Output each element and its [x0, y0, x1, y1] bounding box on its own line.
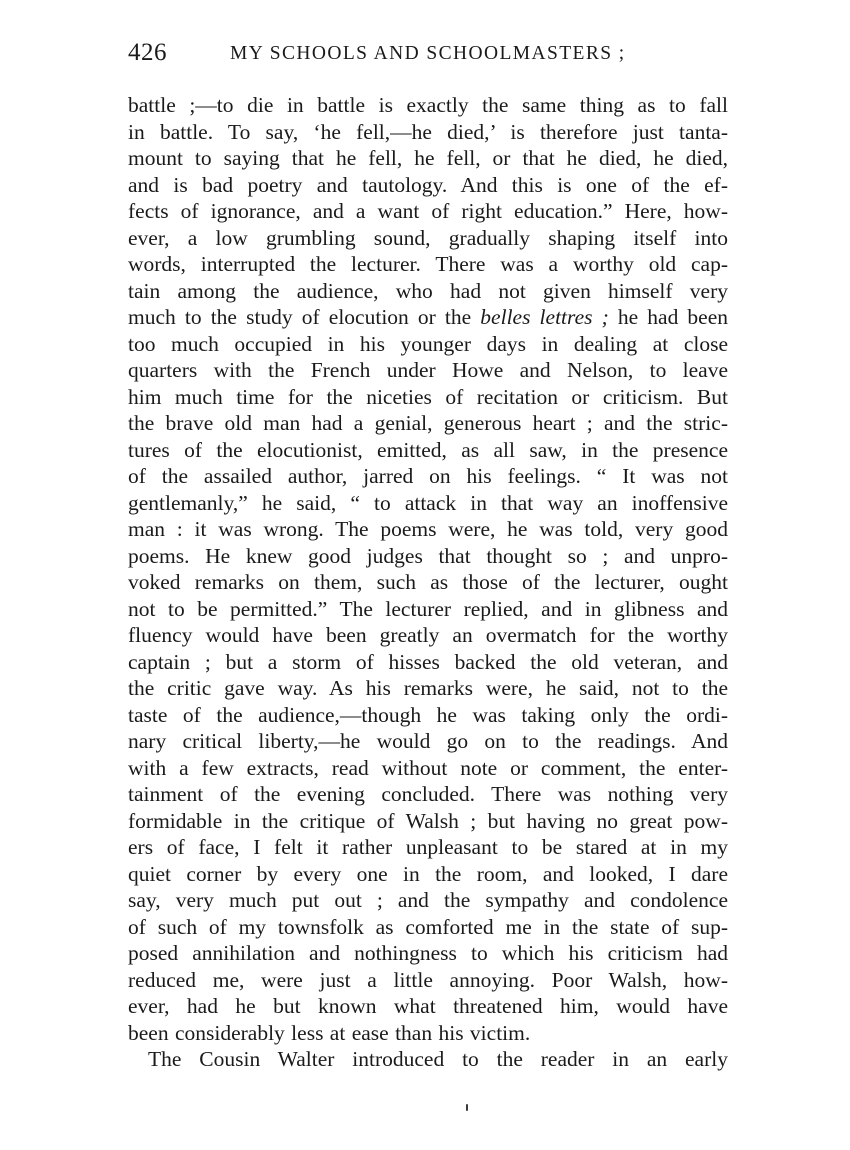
text-line: posed annihilation and nothingness to which his criticism had [128, 941, 728, 965]
line-text: much to the study of elocution or the [128, 305, 481, 329]
page-header [128, 38, 728, 72]
text-line: reduced me, were just a little annoying. Poor Walsh, how- [128, 967, 728, 992]
text-line: of such of my townsfolk as comforted me in the state of sup- [128, 914, 728, 939]
text-line: not to be permitted.” The lecturer replied, and in glibness and [128, 596, 728, 621]
running-head: MY SCHOOLS AND SCHOOLMASTERS ; [230, 43, 626, 64]
text-line: gentlemanly,” he said, “ to attack in that way an inoffensive [128, 490, 728, 515]
text-line: been considerably less at ease than his victim. [128, 1020, 531, 1045]
text-line: fects of ignorance, and a want of right education.” Here, how- [128, 199, 728, 223]
page-number: 426 [128, 39, 167, 66]
text-line: in battle. To say, ‘he fell,—he died,’ is therefore just tanta- [128, 119, 728, 144]
text-line: him much time for the niceties of recitation or criticism. But [128, 384, 728, 409]
text-line-paragraph-start: The Cousin Walter introduced to the reader in an early [148, 1047, 728, 1071]
text-line: quarters with the French under Howe and Nelson, to leave [128, 358, 728, 382]
text-line: taste of the audience,—though he was taking only the ordi- [128, 702, 728, 727]
text-line: poems. He knew good judges that thought so ; and unpro- [128, 543, 728, 568]
text-line: ever, a low grumbling sound, gradually shaping itself into [128, 225, 728, 250]
text-line: ers of face, I felt it rather unpleasant to be stared at in my [128, 835, 728, 859]
text-line: nary critical liberty,—he would go on to the readings. And [128, 729, 728, 753]
text-line: and is bad poetry and tautology. And this is one of the ef- [128, 172, 728, 197]
text-line: say, very much put out ; and the sympathy and condolence [128, 888, 728, 912]
text-line: voked remarks on them, such as those of the lecturer, ought [128, 570, 728, 594]
text-line: tures of the elocutionist, emitted, as all saw, in the presence [128, 437, 728, 462]
text-line: tain among the audience, who had not given himself very [128, 278, 728, 303]
text-line: ever, had he but known what threatened him, would have [128, 994, 728, 1018]
text-line: words, interrupted the lecturer. There was a worthy old cap- [128, 252, 728, 276]
text-line: battle ;—to die in battle is exactly the same thing as to fall [128, 93, 728, 117]
text-line: formidable in the critique of Walsh ; but having no great pow- [128, 808, 728, 833]
text-line: fluency would have been greatly an overmatch for the worthy [128, 623, 728, 647]
text-line: too much occupied in his younger days in dealing at close [128, 331, 728, 356]
text-line: quiet corner by every one in the room, and looked, I dare [128, 861, 728, 886]
text-line: with a few extracts, read without note or comment, the enter- [128, 755, 728, 780]
text-line: the critic gave way. As his remarks were, he said, not to the [128, 676, 728, 700]
text-line: the brave old man had a genial, generous heart ; and the stric- [128, 411, 728, 435]
text-line: of the assailed author, jarred on his feelings. “ It was not [128, 464, 728, 488]
print-mark [466, 1104, 468, 1111]
text-line [128, 304, 728, 331]
body-text [128, 92, 728, 1073]
line-text-tail: he had been [608, 305, 729, 329]
text-line: man : it was wrong. The poems were, he was told, very good [128, 517, 728, 541]
text-line: tainment of the evening concluded. There was nothing very [128, 782, 728, 806]
text-line: captain ; but a storm of hisses backed the old veteran, and [128, 649, 728, 674]
text-line: mount to saying that he fell, he fell, or that he died, he died, [128, 146, 728, 170]
italic-phrase: belles lettres ; [480, 305, 609, 329]
